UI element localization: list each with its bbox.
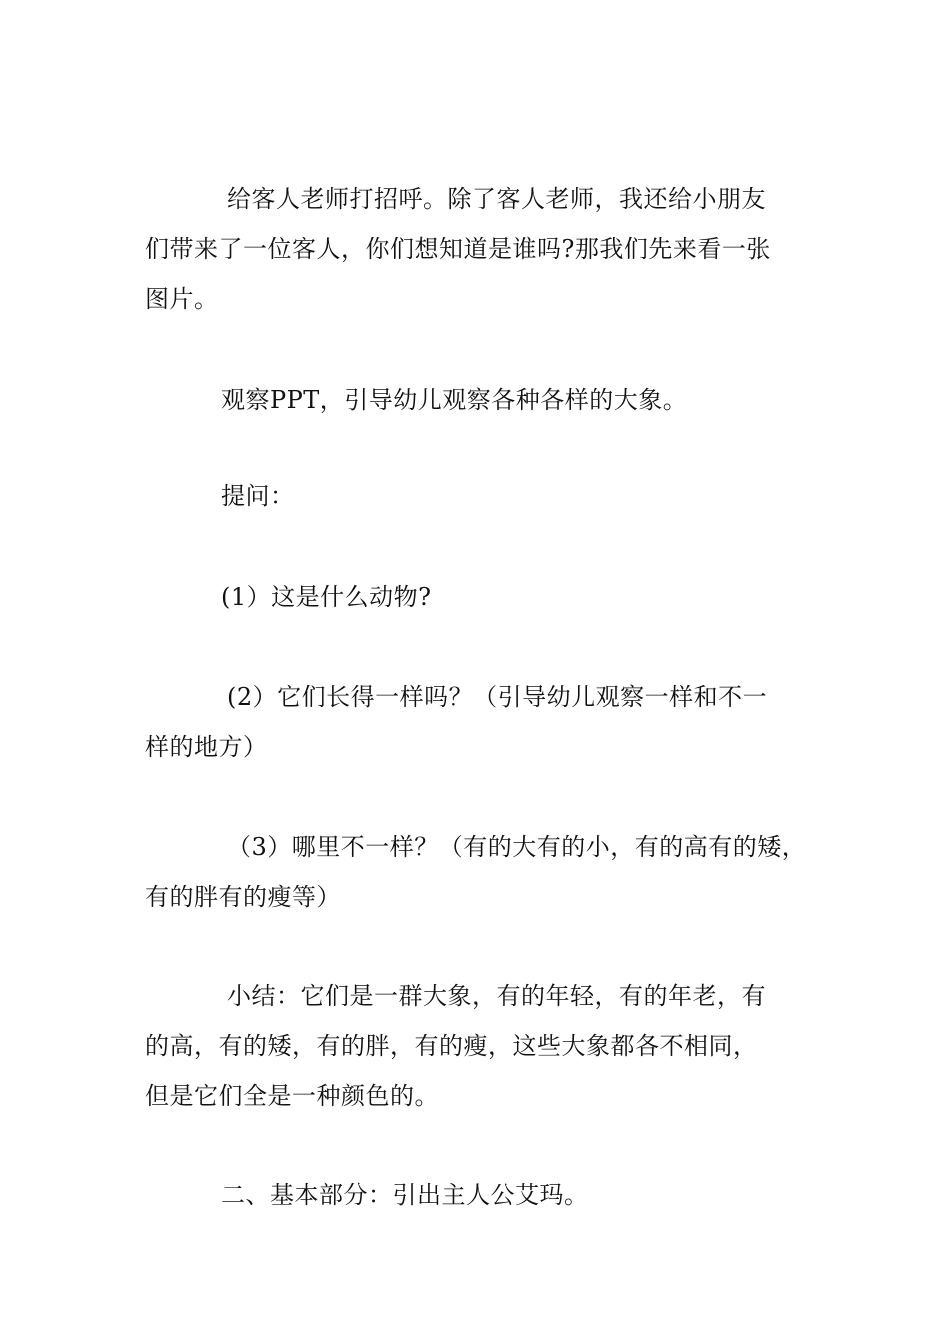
paragraph-line: 提问： [221,482,295,510]
paragraph-line: 观察PPT，引导幼儿观察各种各样的大象。 [221,386,688,414]
paragraph-greeting [145,174,815,324]
paragraph-line: 有的胖有的瘦等） [145,883,341,911]
paragraph-line: (1）这是什么动物? [221,583,432,611]
paragraph-question-1 [145,572,815,622]
paragraph-question-2 [145,672,815,772]
paragraph-line: 二、基本部分：引出主人公艾玛。 [221,1181,589,1209]
paragraph-line: 的高，有的矮，有的胖，有的瘦，这些大象都各不相同， [145,1032,758,1060]
paragraph-line: (2）它们长得一样吗？（引导幼儿观察一样和不一 [227,683,768,711]
paragraph-question-heading [145,471,815,521]
paragraph-summary [145,971,815,1121]
paragraph-line: 样的地方） [145,733,268,761]
paragraph-observe-ppt [145,375,815,425]
paragraph-question-3 [145,822,815,922]
paragraph-line: 们带来了一位客人，你们想知道是谁吗?那我们先来看一张 [145,235,771,263]
paragraph-line: 给客人老师打招呼。除了客人老师，我还给小朋友 [227,185,766,213]
paragraph-line: （3）哪里不一样？（有的大有的小，有的高有的矮， [227,833,807,861]
paragraph-basic-part [145,1170,815,1220]
paragraph-line: 图片。 [145,285,219,313]
paragraph-line: 但是它们全是一种颜色的。 [145,1082,439,1110]
paragraph-line: 小结：它们是一群大象，有的年轻，有的年老，有 [227,982,766,1010]
